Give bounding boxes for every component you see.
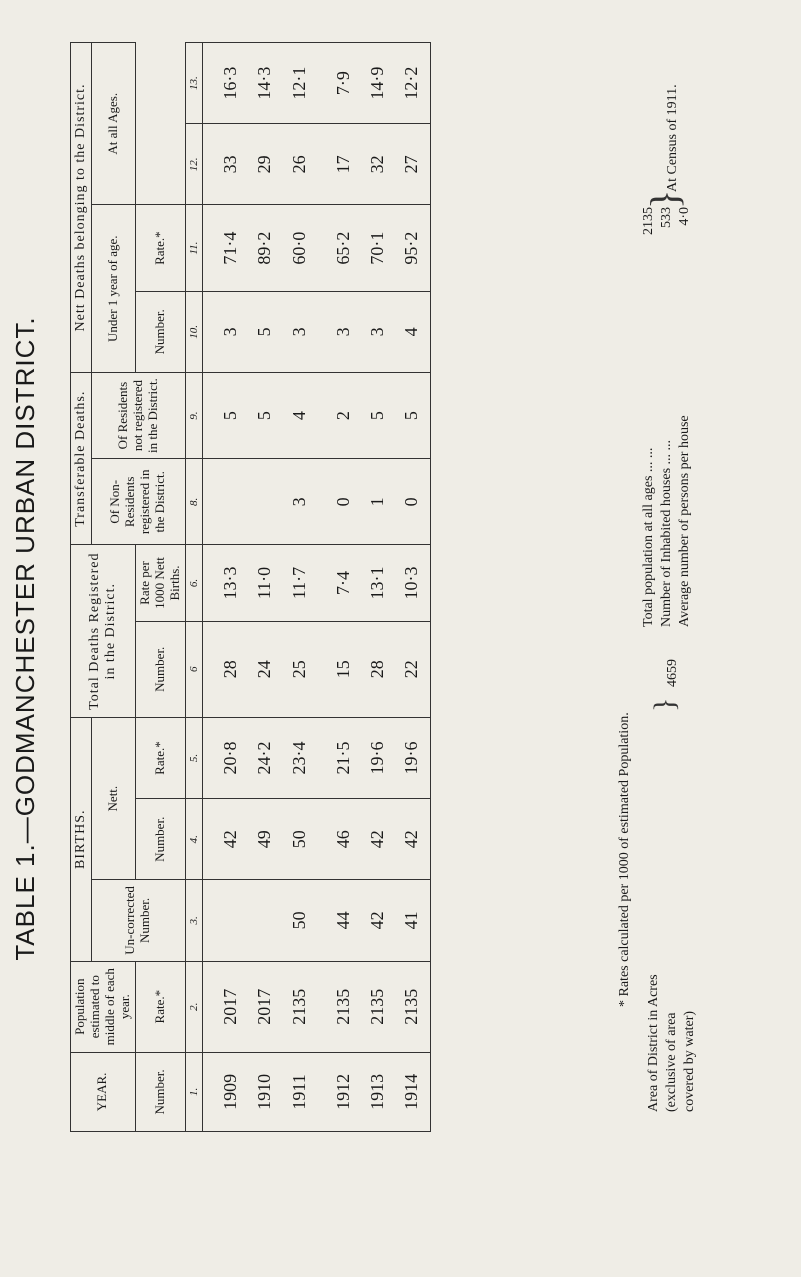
table-cell: 7·9 [332,71,353,96]
stat-value: 2135 [641,207,656,235]
table-cell [247,461,281,542]
table-cell: 44 [332,911,353,930]
col-no-6a: 6 [185,621,203,717]
population-stats-block [640,207,695,627]
stat-label: Total population at all ages ... ... [641,447,656,627]
deaths-rate-column [203,545,431,621]
col-no-2: 2. [185,961,203,1052]
table-cell: 42 [366,830,387,849]
col-no-11: 11. [185,205,203,291]
table-cell: 29 [254,155,275,174]
col-no-5: 5. [185,717,203,798]
table-cell: 2135 [366,988,387,1025]
table-cell: 12·2 [401,66,422,100]
table-cell: 13·1 [366,566,387,600]
table-cell [247,882,281,958]
col-no-12: 12. [185,124,203,205]
table-cell: 14·9 [366,66,387,100]
table-cell: 27 [401,155,422,174]
table-cell: 5 [366,411,387,421]
table-cell: 17 [332,155,353,174]
area-label-line3: covered by water) [682,1010,698,1112]
table-cell: 10·3 [401,566,422,600]
area-brace: } [648,697,681,712]
all-ages-header: At all Ages. [92,43,136,206]
table-cell: 5 [254,411,275,421]
data-row [203,43,431,1132]
table-cell: 7·4 [332,571,353,595]
table-cell: 5 [220,411,241,421]
table-cell: 21·5 [332,741,353,775]
table-cell: 28 [366,660,387,679]
uncorrected-header: Un-corrected Number. [92,880,185,961]
table-cell: 19·6 [401,741,422,775]
table-cell: 2135 [332,988,353,1025]
births-number-header: Number. [135,1052,185,1131]
table-cell: 41 [401,911,422,930]
table-cell: 2017 [220,988,241,1025]
deaths-rate-header: Rate.* [135,717,185,798]
header-row-1 [71,43,92,1132]
table-cell: 12·1 [288,66,309,100]
births-number-column [203,799,431,880]
area-label-line2: (exclusive of area [664,1012,680,1112]
non-residents-header: Of Non-Residents registered in the District. [92,459,185,545]
under1-rate-header: Rate per 1000 Nett Births. [135,545,185,621]
table-cell: 3 [332,327,353,337]
statistics-table [70,42,431,1132]
table-cell: 24·2 [254,741,275,775]
all-number-header: Number. [135,291,185,372]
table-cell: 0 [332,497,353,507]
table-cell: 0 [401,497,422,507]
table-cell: 1912 [332,1073,353,1110]
table-cell: 22 [401,660,422,679]
table-cell [213,882,247,958]
table-cell: 2135 [288,988,309,1025]
table-cell: 42 [220,830,241,849]
census-brace: } [642,189,687,209]
under1-number-column [203,291,431,372]
col-no-3: 3. [185,880,203,961]
table-cell: 1913 [366,1073,387,1110]
table-cell: 15 [332,660,353,679]
table-cell: 25 [288,660,309,679]
table-cell: 4 [401,327,422,337]
table-cell: 1914 [401,1073,422,1110]
table-cell: 49 [254,830,275,849]
col-no-1: 1. [185,1052,203,1131]
col-no-10: 10. [185,291,203,372]
col-no-9: 9. [185,372,203,458]
uncorrected-column [203,880,431,961]
year-header: YEAR. [71,1052,136,1131]
table-cell: 28 [220,660,241,679]
area-value: 4659 [665,659,680,687]
table-cell: 1909 [220,1073,241,1110]
col-no-13: 13. [185,43,203,124]
table-cell: 24 [254,660,275,679]
all-rate-column [203,43,431,124]
non-residents-column [203,459,431,545]
stat-value: 4·0 [677,207,693,226]
all-number-column [203,124,431,205]
table-cell: 32 [366,155,387,174]
table-cell: 11·0 [254,566,275,600]
transferable-deaths-group-header: Transferable Deaths. [71,372,92,545]
stat-value: 533 [659,207,675,228]
under-one-header: Under 1 year of age. [92,205,136,372]
table-cell: 65·2 [332,231,353,265]
population-stat-total [640,207,658,627]
table-cell: 2 [332,411,353,421]
table-cell: 2135 [401,988,422,1025]
births-group-header: BIRTHS. [71,717,92,961]
table-cell: 95·2 [401,231,422,265]
population-stat-houses [658,207,676,627]
table-cell: 26 [288,155,309,174]
under1-number-header: Number. [135,621,185,717]
population-stat-persons [676,207,694,627]
table-cell: 1911 [288,1074,309,1110]
census-note: At Census of 1911. [665,84,680,192]
table-cell: 19·6 [366,741,387,775]
table-cell: 50 [288,911,309,930]
residents-header: Of Residents not registered in the District. [92,372,185,458]
population-column [203,961,431,1052]
table-cell: 13·3 [220,566,241,600]
table-cell: 16·3 [220,66,241,100]
year-column [203,1052,431,1131]
column-number-row [185,43,203,1132]
births-rate-header: Rate.* [135,961,185,1052]
table-cell: 33 [220,155,241,174]
table-cell [213,461,247,542]
deaths-number-header: Number. [135,799,185,880]
table-cell: 4 [288,411,309,421]
table-cell: 60·0 [288,231,309,265]
nett-deaths-group-header: Nett Deaths belonging to the District. [71,43,92,373]
table-cell: 1 [366,497,387,507]
table-cell: 70·1 [366,231,387,265]
header-row-3 [135,43,185,1132]
population-header: Population estimated to middle of each year. [71,961,136,1052]
col-no-8: 8. [185,459,203,545]
table-cell: 23·4 [288,741,309,775]
table-cell: 3 [288,497,309,507]
all-rate-header: Rate.* [135,205,185,291]
table-cell: 5 [254,327,275,337]
deaths-number-column [203,621,431,717]
table-cell: 42 [366,911,387,930]
table-cell: 3 [220,327,241,337]
births-rate-column [203,717,431,798]
stat-label: Number of Inhabited houses ... ... [659,439,675,627]
table-cell: 5 [401,411,422,421]
area-label-line1: Area of District in Acres [646,974,661,1112]
table-cell: 42 [401,830,422,849]
page-title: TABLE 1.—GODMANCHESTER URBAN DISTRICT. [10,316,40,961]
residents-column [203,372,431,458]
under1-rate-column [203,205,431,291]
table-cell: 20·8 [220,741,241,775]
table-cell: 89·2 [254,231,275,265]
col-no-6b: 6. [185,545,203,621]
nett-births-header: Nett. [92,717,136,879]
area-block [645,682,700,1112]
table-cell: 1910 [254,1073,275,1110]
table-cell: 50 [288,830,309,849]
rates-footnote: * Rates calculated per 1000 of estimated Population. [617,712,632,1007]
table-cell: 2017 [254,988,275,1025]
stat-label: Average number of persons per house [677,415,693,627]
total-deaths-group-header: Total Deaths Registered in the District. [71,545,136,718]
table-cell: 11·7 [288,566,309,600]
table-cell: 3 [288,327,309,337]
table-cell: 71·4 [220,231,241,265]
col-no-4: 4. [185,799,203,880]
table-cell: 14·3 [254,66,275,100]
table-cell: 3 [366,327,387,337]
table-cell: 46 [332,830,353,849]
